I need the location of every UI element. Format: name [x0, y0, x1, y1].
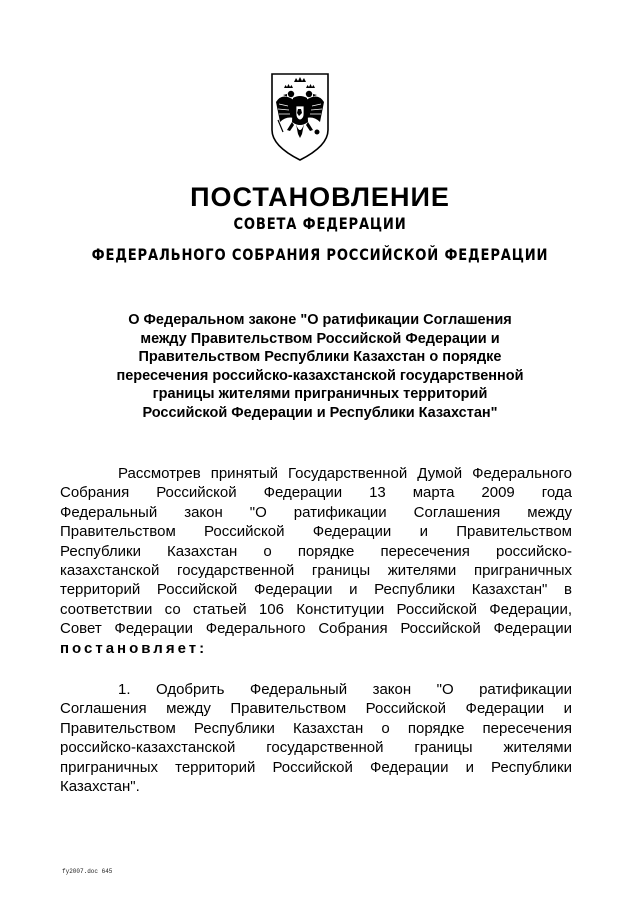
document-title: ПОСТАНОВЛЕНИЕ: [190, 182, 450, 212]
preamble-line: территорий Российской Федерации и Республики Казахстан" в: [60, 581, 572, 599]
decision-line: 1. Одобрить Федеральный закон "О ратификации: [118, 681, 572, 698]
decision-line: Правительством Республики Казахстан о порядке пересечения: [60, 719, 572, 737]
document-subject: О Федеральном законе "О ратификации Соглашения между Правительством Российской Федерации и Правительством Республики Казахстан о порядке пересечения российско-казахстанской государственной границы жителями приграничных территорий Российской Федерации и Республики Казахстан": [116, 312, 524, 421]
decision-line: приграничных территорий Российской Федерации и Республики: [60, 758, 572, 776]
decision-item-1: [60, 680, 572, 796]
preamble-paragraph: [60, 464, 572, 658]
preamble-line: Совет Федерации Федерального Собрания Российской Федерации: [60, 620, 572, 638]
issuing-body-line-1: СОВЕТА ФЕДЕРАЦИИ: [233, 214, 407, 233]
preamble-line: Республики Казахстан о порядке пересечения российско-: [60, 542, 572, 560]
preamble-line: Собрания Российской Федерации 13 марта 2009 года: [60, 484, 572, 502]
preamble-line: Правительством Российской Федерации и Правительством: [60, 523, 572, 541]
decision-line: российско-казахстанской государственной границы жителями: [60, 739, 572, 757]
emblem-icon: [270, 72, 330, 162]
preamble-line: соответствии со статьей 106 Конституции Российской Федерации,: [60, 600, 572, 618]
decision-line: Казахстан".: [60, 778, 140, 796]
issuing-body-line-2: ФЕДЕРАЛЬНОГО СОБРАНИЯ РОССИЙСКОЙ ФЕДЕРАЦИИ: [91, 245, 549, 264]
preamble-line: казахстанской государственной границы жителями приграничных: [60, 562, 572, 580]
preamble-line: Рассмотрев принятый Государственной Думой Федерального: [118, 465, 572, 482]
preamble-line: Федеральный закон "О ратификации Соглашения между: [60, 503, 572, 521]
decision-line: Соглашения между Правительством Российской Федерации и: [60, 700, 572, 718]
resolves-word: постановляет:: [60, 639, 208, 657]
footer-file-code: fy2007.doc 645: [62, 868, 113, 875]
